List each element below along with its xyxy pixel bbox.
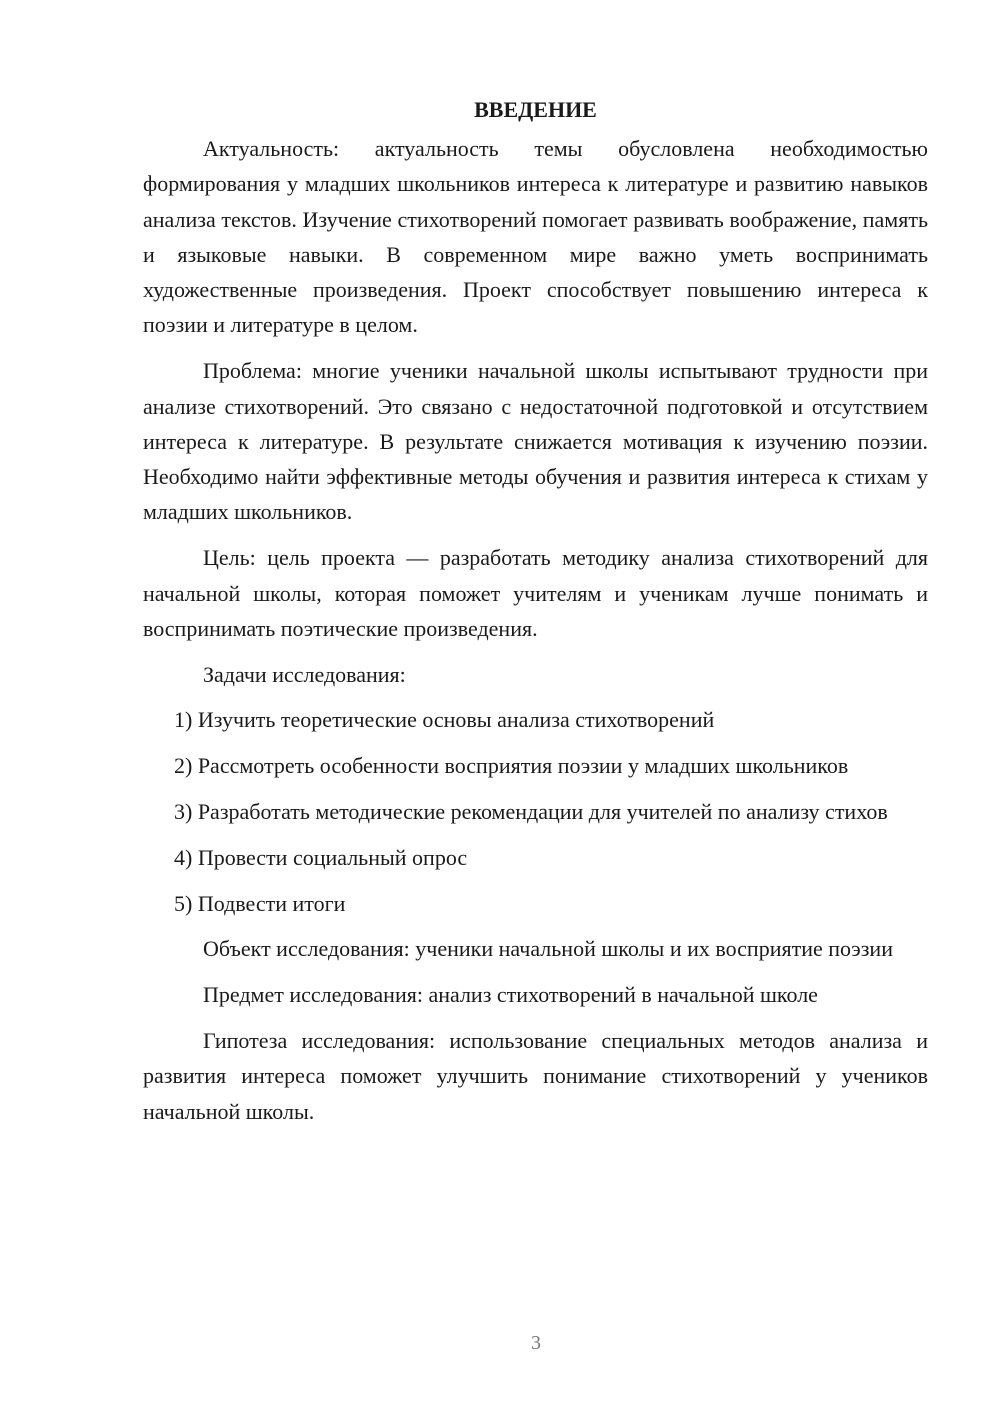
paragraph-hypothesis: Гипотеза исследования: использование специальных методов анализа и развития интереса поможет улучшить понимание стихотворений у учеников начальной школы.: [143, 1028, 928, 1124]
document-page: [143, 92, 928, 1139]
paragraph-subject: Предмет исследования: анализ стихотворений в начальной школе: [203, 982, 818, 1008]
page-number: 3: [531, 1332, 541, 1354]
paragraph-goal: Цель: цель проекта — разработать методику анализа стихотворений для начальной школы, которая поможет учителям и ученикам лучше понимать и воспринимать поэтические произведения.: [143, 545, 928, 641]
section-title: ВВЕДЕНИЕ: [474, 97, 597, 122]
task-item: 3) Разработать методические рекомендации для учителей по анализу стихов: [174, 799, 888, 825]
task-item: 2) Рассмотреть особенности восприятия поэзии у младших школьников: [174, 753, 849, 779]
task-item: 1) Изучить теоретические основы анализа стихотворений: [174, 707, 715, 733]
task-item: 5) Подвести итоги: [174, 890, 346, 916]
task-item: 4) Провести социальный опрос: [174, 844, 468, 870]
paragraph-problem: Проблема: многие ученики начальной школы испытывают трудности при анализе стихотворений. Это связано с недостаточной подготовкой и отсутствием интереса к литературе. В результате снижается мотивация к изучению поэзии. Необходимо найти эффективные методы обучения и развития интереса к стихам у младших школьников.: [143, 358, 928, 525]
paragraph-object: Объект исследования: ученики начальной школы и их восприятие поэзии: [203, 936, 893, 962]
paragraph-relevance: Актуальность: актуальность темы обусловлена необходимостью формирования у младших школьников интереса к литературе и развитию навыков анализа текстов. Изучение стихотворений помогает развивать воображение, память и языковые навыки. В современном мире важно уметь воспринимать художественные произведения. Проект способствует повышению интереса к поэзии и литературе в целом.: [143, 136, 928, 338]
paragraph-tasks-heading: Задачи исследования:: [203, 661, 406, 687]
